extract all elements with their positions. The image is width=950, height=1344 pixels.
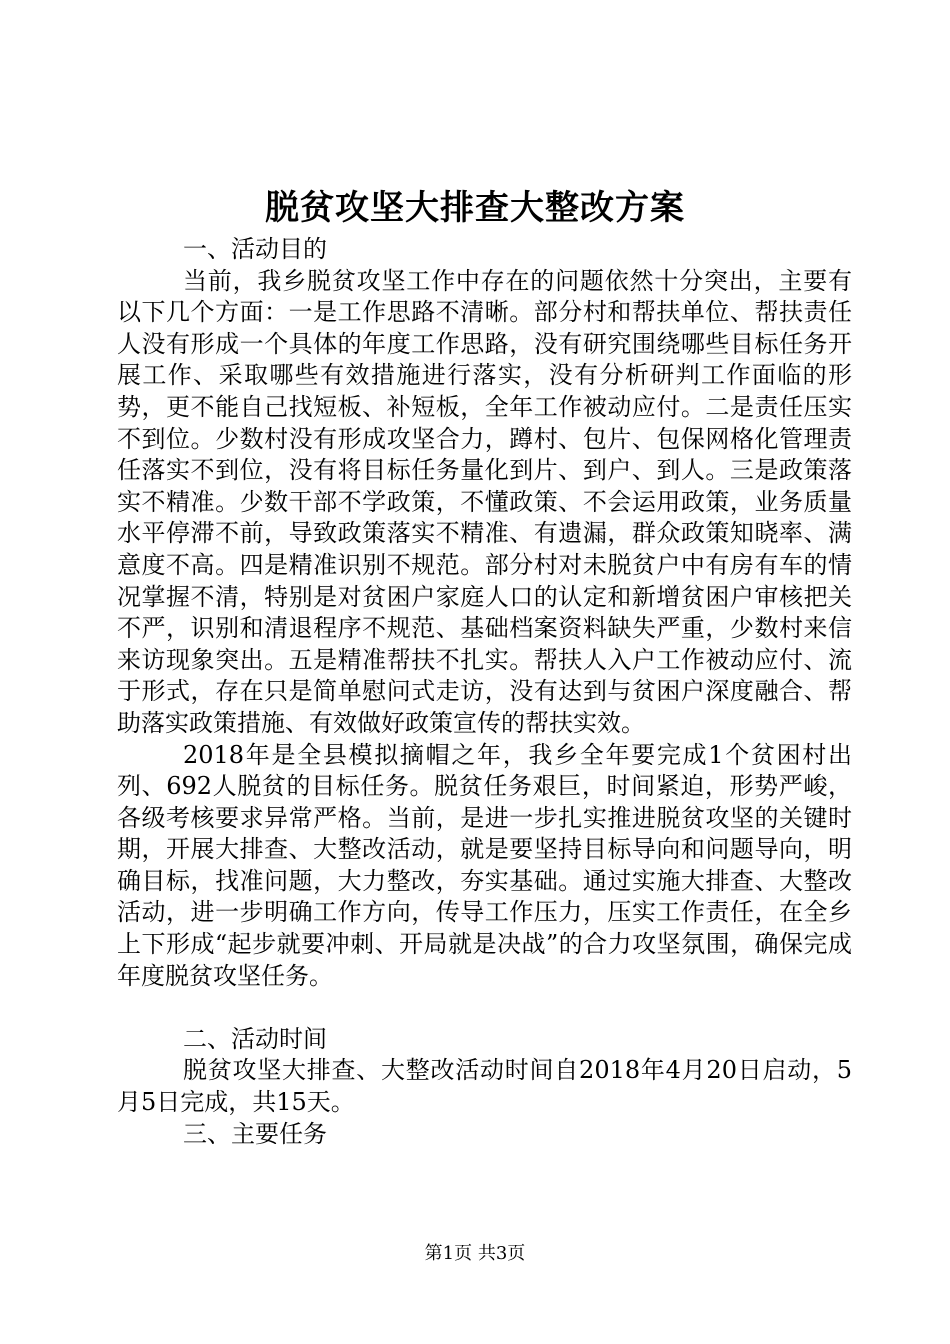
section-heading-3: 三、主要任务	[183, 1119, 327, 1148]
paragraph-gap	[117, 992, 852, 1024]
paragraph-2: 2018年是全县模拟摘帽之年，我乡全年要完成1个贫困村出列、692人脱贫的目标任务。脱贫任务艰巨，时间紧迫，形势严峻，各级考核要求异常严格。当前，是进一步扎实推进脱贫攻坚的关键时期，开展大排查、大整改活动，就是要坚持目标导向和问题导向，明确目标，找准问题，大力整改，夯实基础。通过实施大排查、大整改活动，进一步明确工作方向，传导工作压力，压实工作责任，在全乡上下形成“起步就要冲刺、开局就是决战”的合力攻坚氛围，确保完成年度脱贫攻坚任务。	[117, 740, 852, 990]
paragraph-3: 脱贫攻坚大排查、大整改活动时间自2018年4月20日启动，5月5日完成，共15天。	[117, 1056, 852, 1117]
paragraph-1: 当前，我乡脱贫攻坚工作中存在的问题依然十分突出，主要有以下几个方面：一是工作思路不清晰。部分村和帮扶单位、帮扶责任人没有形成一个具体的年度工作思路，没有研究围绕哪些目标任务开展工作、采取哪些有效措施进行落实，没有分析研判工作面临的形势，更不能自己找短板、补短板，全年工作被动应付。二是责任压实不到位。少数村没有形成攻坚合力，蹲村、包片、包保网格化管理责任落实不到位，没有将目标任务量化到片、到户、到人。三是政策落实不精准。少数干部不学政策，不懂政策、不会运用政策，业务质量水平停滞不前，导致政策落实不精准、有遗漏，群众政策知晓率、满意度不高。四是精准识别不规范。部分村对未脱贫户中有房有车的情况掌握不清，特别是对贫困户家庭人口的认定和新增贫困户审核把关不严，识别和清退程序不规范、基础档案资料缺失严重，少数村来信来访现象突出。五是精准帮扶不扎实。帮扶人入户工作被动应付、流于形式，存在只是简单慰问式走访，没有达到与贫困户深度融合、帮助落实政策措施、有效做好政策宣传的帮扶实效。	[117, 266, 852, 737]
document-title: 脱贫攻坚大排查大整改方案	[265, 188, 685, 228]
page-footer: 第1页 共3页	[424, 1243, 526, 1264]
document-body	[117, 234, 852, 1150]
section-heading-2: 二、活动时间	[183, 1024, 327, 1053]
section-heading-1: 一、活动目的	[183, 235, 327, 263]
